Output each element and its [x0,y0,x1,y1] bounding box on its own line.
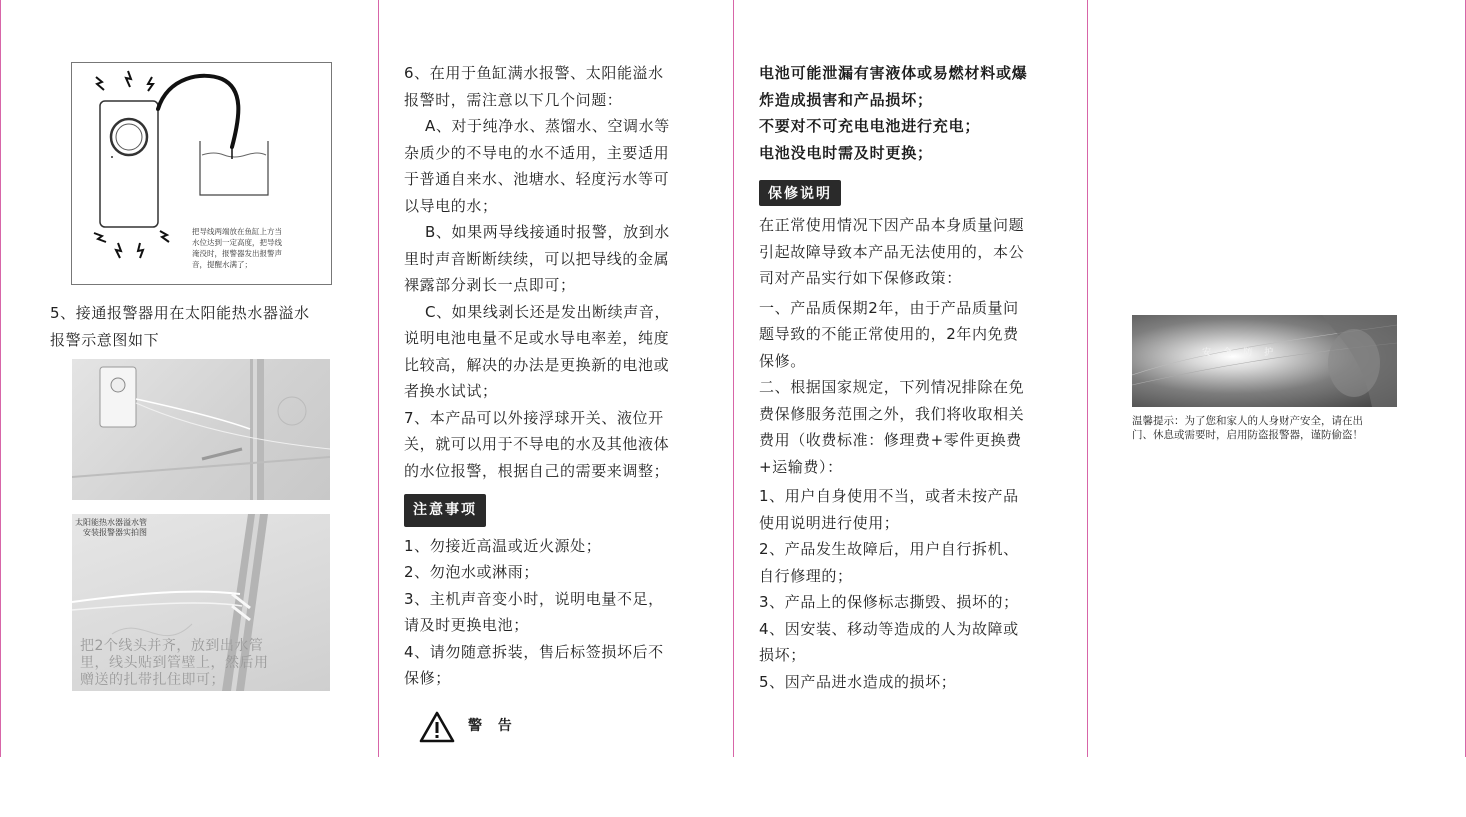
diagram-caption [192,226,282,270]
battery-warning-line: 不要对不可充电电池进行充电； [759,117,981,135]
warning-label: 警 告 [468,718,514,735]
security-photo-text: 安 全 防 护 [1202,348,1276,358]
panel-1 [0,0,378,757]
warning-triangle-icon [418,710,456,744]
section-6c [404,299,716,405]
panel-2 [404,60,716,817]
section-6 [404,60,716,113]
fold-line-1 [378,0,379,757]
exclusion-item: 自行修理的； [759,566,853,585]
text-line: 以导电的水； [404,196,498,215]
installation-photo-1 [72,359,330,500]
warm-tip-line: 门、休息或需要时，启用防盗报警器，谨防偷盗！ [1132,428,1363,441]
notice-item: 3、主机声音变小时，说明电量不足， [404,589,664,608]
exclusion-item: 2、产品发生故障后，用户自行拆机、 [759,540,1019,558]
notice-item: 4、请勿随意拆装，售后标签损坏后不 [404,642,664,661]
text-line: 引起故障导致本产品无法使用的，本公 [759,242,1025,261]
text-line: 一、产品质保期2年，由于产品质量问 [759,298,1019,317]
text-line: 关，就可以用于不导电的水及其他液体 [404,435,670,453]
security-photo-image [1132,315,1397,407]
warning-block [418,710,716,744]
photo2-label-line: 太阳能热水器溢水管 [75,518,147,527]
photo2-overlay-text [80,638,269,689]
solar-heading [50,300,370,353]
exclusion-item: 1、用户自身使用不当，或者未按产品 [759,487,1019,505]
diagram-caption-line: 水位达到一定高度，把导线 [192,238,282,247]
warm-tip-line: 温馨提示：为了您和家人的人身财产安全，请在出 [1132,415,1363,427]
text-line: 者换水试试； [404,382,498,400]
text-line: +运输费）： [759,457,843,476]
text-line: C、如果线剥长还是发出断续声音， [425,302,671,321]
text-line: 于普通自来水、池塘水、轻度污水等可 [404,170,670,188]
fold-line-2 [733,0,734,757]
security-photo [1132,315,1397,407]
overlay-line: 赠送的扎带扎住即可； [80,672,225,688]
warranty-header [759,180,1071,206]
installation-photo-1-image [72,359,330,500]
overlay-line: 里，线头贴到管壁上，然后用 [80,655,269,671]
exclusion-item: 使用说明进行使用； [759,513,900,532]
notice-title-tag: 注意事项 [404,494,486,527]
text-line: 6、在用于鱼缸满水报警、太阳能溢水 [404,64,664,82]
text-line: 裸露部分剥长一点即可； [404,276,576,294]
installation-photo-2 [72,514,330,691]
text-line: 比较高，解决的办法是更换新的电池或 [404,355,670,374]
aquarium-diagram [71,62,332,285]
text-line: 题导致的不能正常使用的，2年内免费 [759,325,1019,343]
notice-item: 请及时更换电池； [404,616,529,634]
text-line: 在正常使用情况下因产品本身质量问题 [759,216,1025,234]
heading-line: 报警示意图如下 [50,330,160,349]
warranty-intro [759,212,1071,292]
text-line: 司对产品实行如下保修政策： [759,269,962,287]
exclusion-list [759,483,1071,695]
overlay-line: 把2个线头并齐，放到出水管 [80,638,264,654]
warranty-item-2 [759,374,1071,480]
text-line: 保修。 [759,351,806,370]
section-6b [404,219,716,299]
exclusion-item: 损坏； [759,646,806,664]
photo2-label-line: 安装报警器实拍图 [83,528,147,537]
notice-item: 2、勿泡水或淋雨； [404,563,539,581]
photo2-label [75,518,147,538]
text-line: 费用（收费标准：修理费+零件更换费 [759,431,1022,449]
text-line: 说明电池电量不足或水导电率差，纯度 [404,329,670,347]
notice-item: 1、勿接近高温或近火源处； [404,536,602,555]
battery-warning-line: 电池可能泄漏有害液体或易燃材料或爆 [759,64,1028,82]
notice-list [404,533,716,692]
warranty-title-tag: 保修说明 [759,180,841,206]
exclusion-item: 5、因产品进水造成的损坏； [759,672,957,691]
exclusion-item: 4、因安装、移动等造成的人为故障或 [759,619,1019,638]
warranty-body [759,212,1071,695]
text-line: 报警时，需注意以下几个问题： [404,90,623,109]
diagram-caption-line: 淹没时，报警器发出报警声 [192,249,282,258]
heading-line: 5、接通报警器用在太阳能热水器溢水 [50,304,310,322]
panel-3 [759,60,1071,817]
diagram-caption-line: 把导线两端放在鱼缸上方当 [192,227,282,236]
section-6a [404,113,716,219]
section-7 [404,405,716,485]
text-line: B、如果两导线接通时报警，放到水 [425,223,670,241]
warranty-item-1 [759,295,1071,375]
battery-warning-line: 电池没电时需及时更换； [759,143,933,162]
text-line: 的水位报警，根据自己的需要来调整； [404,461,670,480]
diagram-caption-line: 音，提醒水满了； [192,260,252,269]
text-line: 费保修服务范围之外，我们将收取相关 [759,404,1025,423]
notice-item: 保修； [404,669,451,687]
exclusion-item: 3、产品上的保修标志撕毁、损坏的； [759,593,1019,611]
battery-warning-line: 炸造成损害和产品损坏； [759,90,933,109]
text-line: A、对于纯净水、蒸馏水、空调水等 [425,117,670,135]
text-line: 7、本产品可以外接浮球开关、液位开 [404,408,664,427]
warm-tip [1132,415,1402,442]
text-line: 二、根据国家规定，下列情况排除在免 [759,378,1025,396]
battery-warnings [759,60,1071,166]
notice-header [404,494,716,527]
text-line: 里时声音断断续续，可以把导线的金属 [404,249,670,268]
panel-4 [1088,0,1465,757]
text-line: 杂质少的不导电的水不适用，主要适用 [404,143,670,162]
